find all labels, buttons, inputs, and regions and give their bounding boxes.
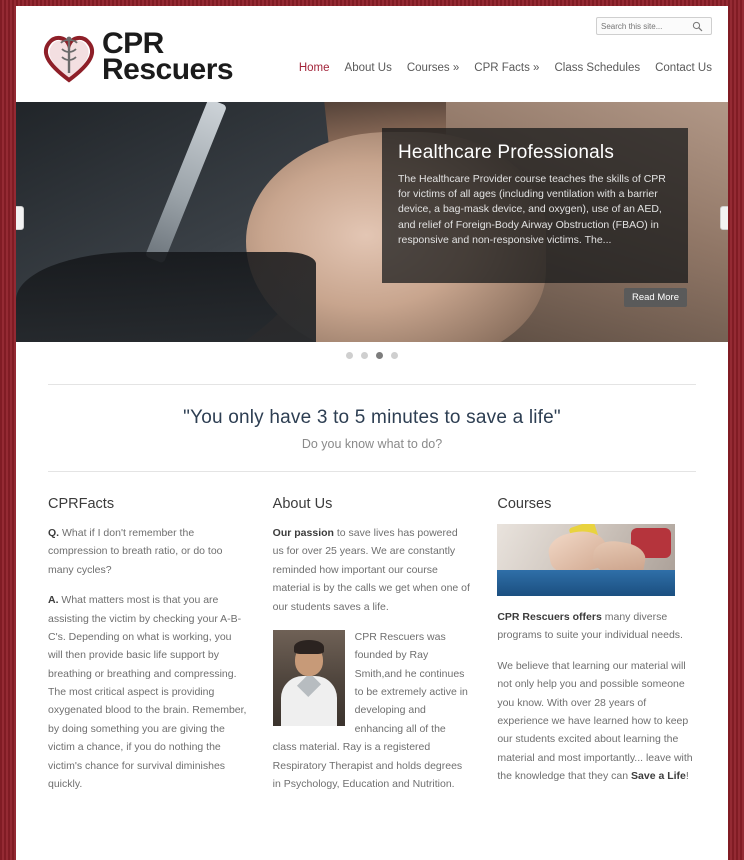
content-columns <box>16 472 728 805</box>
courses-lead: CPR Rescuers offers <box>497 611 602 623</box>
cpr-facts-answer <box>48 591 247 793</box>
tagline-subtext: Do you know what to do? <box>301 437 443 451</box>
slider-dot-1[interactable] <box>346 352 353 359</box>
courses-body: We believe that learning our material will not only help you and possible someone you know. With over 28 years of experience we have learned how to keep our students excited about learning the material and most importantly... leave with the knowledge that they can <box>497 659 693 782</box>
slider-next-button[interactable] <box>720 206 728 230</box>
question-label: Q. <box>48 527 60 539</box>
slide-title: Healthcare Professionals <box>398 142 615 163</box>
main-nav <box>299 62 712 74</box>
search-input[interactable] <box>597 22 689 31</box>
slider-pagination <box>16 342 728 368</box>
tagline-section <box>48 384 696 472</box>
courses-paragraph-1 <box>497 608 696 645</box>
answer-label: A. <box>48 594 59 607</box>
logo-line-2: Rescuers <box>102 53 234 86</box>
courses-body-end: ! <box>685 770 689 782</box>
about-us-lead-rest: to save lives has powered us for over 25 years. We are constantly reminded how important our course material is by the calls we get when one of our students saves a life. <box>272 527 470 613</box>
courses-body-strong: Save a Life <box>631 770 686 782</box>
founder-portrait-image <box>273 630 345 726</box>
site-page <box>16 6 728 860</box>
cpr-facts-question <box>48 524 247 579</box>
nav-item-home[interactable]: Home <box>298 62 330 74</box>
slide-body: The Healthcare Provider course teaches the skills of CPR for victims of all ages (including ventilation with a barrier device, a bag-mask device, and oxygen), use of an AED, and relief of Foreign-Body Airway Obstruction (FBAO) in responsive and non-responsive victims. The... <box>398 173 666 246</box>
slider-dot-4[interactable] <box>391 352 398 359</box>
courses-lead-rest: many diverse programs to suite your individual needs. <box>497 611 683 642</box>
slider-prev-button[interactable] <box>16 206 24 230</box>
column-courses <box>497 496 696 805</box>
slider-dot-2[interactable] <box>361 352 368 359</box>
about-us-paragraph-2 <box>273 628 472 793</box>
courses-title: Courses <box>497 496 552 512</box>
slider-dot-3[interactable] <box>376 352 383 359</box>
column-about-us <box>273 496 472 805</box>
site-logo[interactable] <box>40 28 233 86</box>
nav-item-about-us[interactable]: About Us <box>344 62 392 74</box>
courses-image <box>497 524 675 596</box>
column-cpr-facts <box>48 496 247 805</box>
question-text: What if I don't remember the compression to breath ratio, or do too many cycles? <box>48 527 223 576</box>
slide-caption <box>382 128 688 283</box>
courses-paragraph-2 <box>497 657 696 786</box>
about-us-lead: Our passion <box>272 527 334 539</box>
site-header <box>16 6 728 102</box>
nav-item-class-schedules[interactable]: Class Schedules <box>554 62 641 74</box>
tagline-headline: "You only have 3 to 5 minutes to save a life" <box>183 407 561 428</box>
nav-item-contact-us[interactable]: Contact Us <box>655 62 712 74</box>
about-us-title: About Us <box>272 496 333 512</box>
answer-text: What matters most is that you are assisting the victim by checking your A-B-C's. Depending on what is working, you will then provide basic life support by breathing or breathing and compressing. The most critical aspect is providing oxygenated blood to the brain. Remember, by doing something you are giving the victim a chance, if you do nothing the victim's chance for survival diminishes quickly. <box>48 594 247 790</box>
search-box[interactable] <box>596 17 712 35</box>
nav-item-courses[interactable]: Courses » <box>406 62 460 74</box>
hero-slider <box>16 102 728 342</box>
about-us-body: CPR Rescuers was founded by Ray Smith,and he continues to be extremely active in developing and enhancing all of the class material. Ray is a registered Respiratory Therapist and holds degrees in Psychology, Education and Nutrition. <box>272 630 468 790</box>
heart-caduceus-icon <box>40 31 98 83</box>
about-us-paragraph-1 <box>273 524 472 616</box>
nav-item-cpr-facts[interactable]: CPR Facts » <box>474 62 540 74</box>
read-more-button[interactable]: Read More <box>624 288 687 307</box>
search-icon[interactable] <box>689 18 705 34</box>
logo-line-1: CPR <box>102 27 164 61</box>
cpr-facts-title: CPRFacts <box>48 496 115 512</box>
